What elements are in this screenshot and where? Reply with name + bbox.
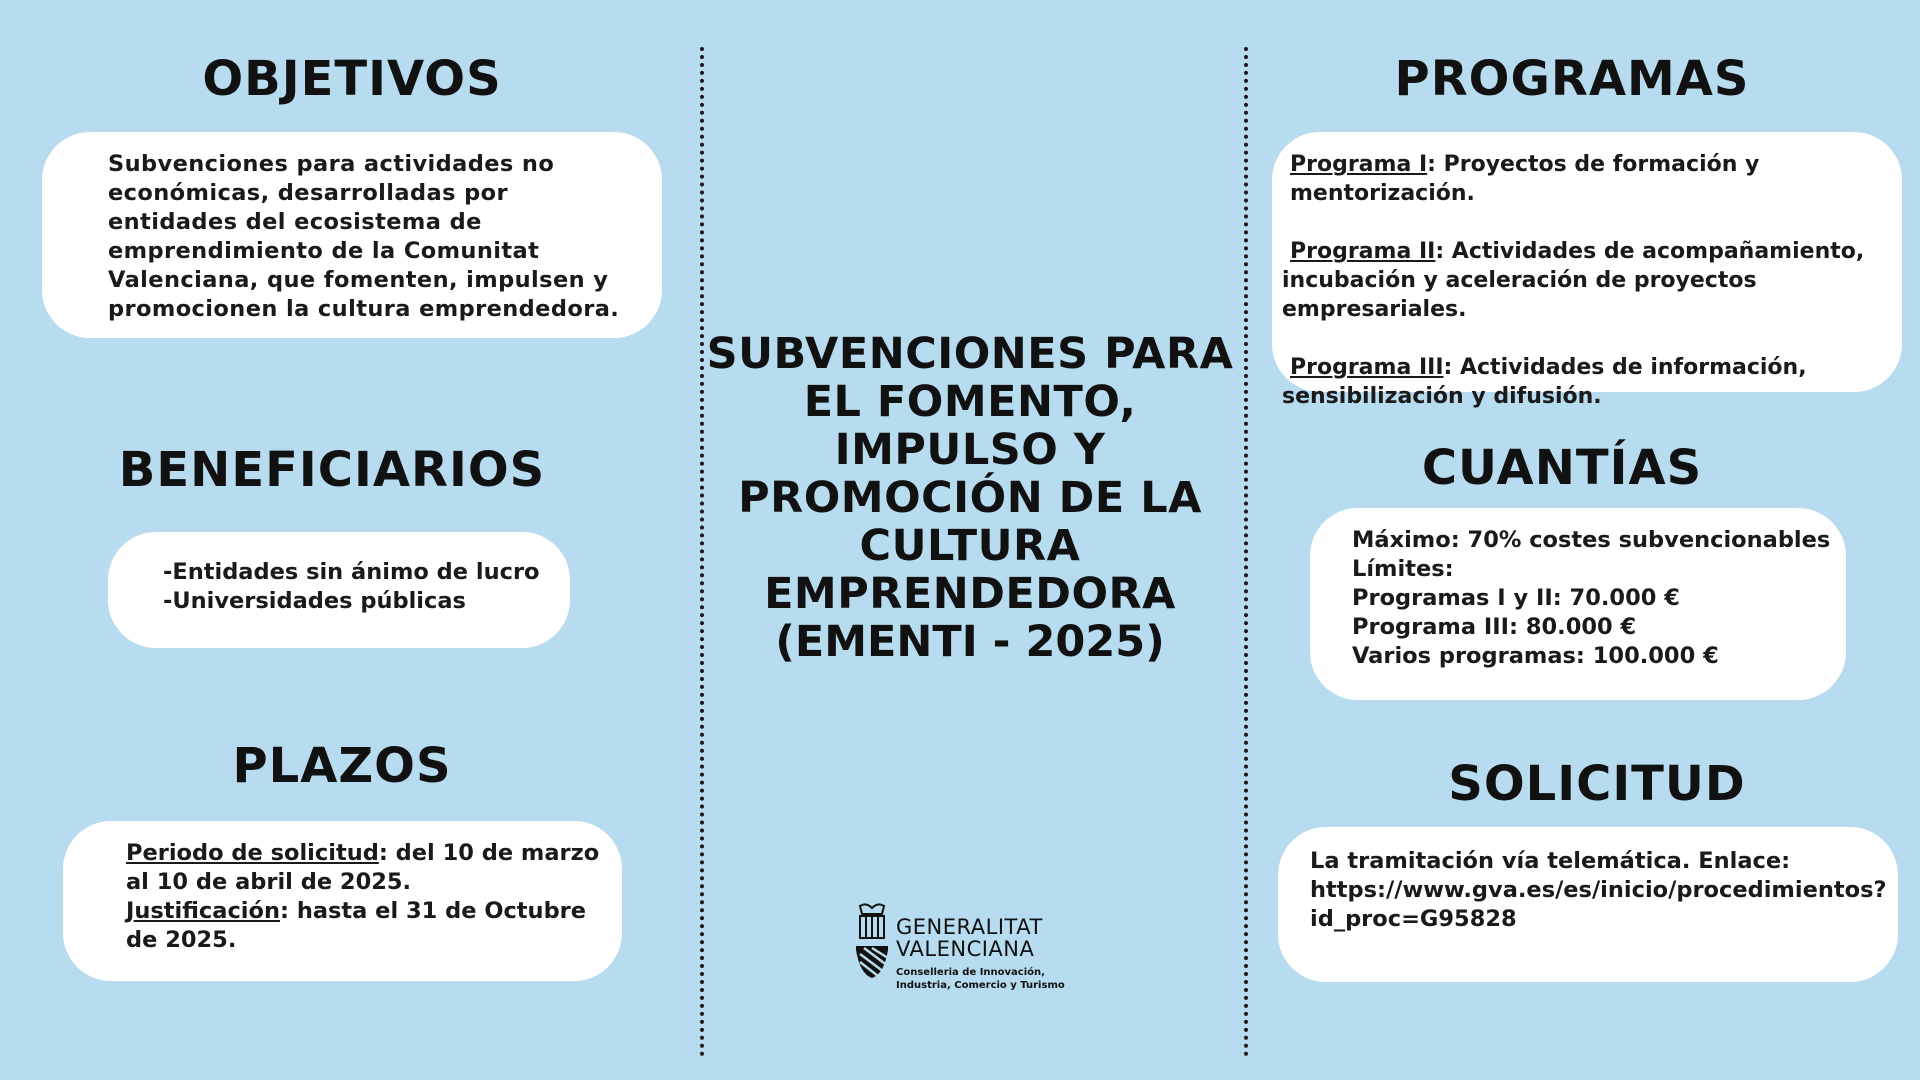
plazos-heading: PLAZOS	[232, 738, 452, 794]
logo-line-1: GENERALITAT	[896, 915, 1043, 939]
beneficiarios-heading: BENEFICIARIOS	[118, 442, 546, 498]
plazos-justificacion	[126, 897, 602, 955]
solicitud-heading: SOLICITUD	[1448, 756, 1746, 812]
programa-2-label: Programa II	[1290, 239, 1436, 264]
solicitud-line-1: La tramitación vía telemática. Enlace:	[1310, 848, 1791, 874]
programa-1	[1282, 150, 1894, 208]
plazos-solicitud-label: Periodo de solicitud	[126, 840, 379, 866]
programa-1-label: Programa I	[1290, 152, 1428, 177]
cuantias-line-1: Máximo: 70% costes subvencionables	[1352, 527, 1831, 553]
objetivos-text: Subvenciones para actividades no económicas, desarrolladas por entidades del ecosistema de emprendimiento de la Comunitat Valenciana, que fomenten, impulsen y promocionen la cultura emprendedora.	[108, 151, 620, 322]
programa-3-text: : Actividades de información, sensibilización y difusión.	[1282, 355, 1807, 409]
logo-sub-line-2: Industria, Comercio y Turismo	[896, 980, 1065, 991]
cuantias-line-5: Varios programas: 100.000 €	[1352, 643, 1719, 669]
cuantias-card	[1310, 508, 1846, 700]
logo-line-2: VALENCIANA	[896, 937, 1035, 961]
plazos-justificacion-text: : hasta el 31 de Octubre de 2025.	[126, 898, 587, 953]
cuantias-line-2: Límites:	[1352, 556, 1454, 582]
programa-3-label: Programa III	[1290, 355, 1444, 380]
programas-heading: PROGRAMAS	[1394, 51, 1750, 107]
generalitat-emblem-icon	[854, 902, 890, 980]
solicitud-link[interactable]: https://www.gva.es/es/inicio/procedimientos?	[1310, 877, 1887, 903]
cuantias-line-4: Programa III: 80.000 €	[1352, 614, 1637, 640]
generalitat-logo	[854, 902, 1065, 994]
plazos-solicitud-text: : del 10 de marzo al 10 de abril de 2025.	[126, 840, 600, 895]
right-dotted-divider	[1244, 47, 1248, 1057]
programa-3	[1282, 353, 1894, 411]
beneficiarios-item-2: -Universidades públicas	[163, 588, 466, 614]
solicitud-link-id[interactable]: id_proc=G95828	[1310, 906, 1517, 932]
cuantias-heading: CUANTÍAS	[1421, 440, 1703, 496]
programa-1-text: : Proyectos de formación y mentorización.	[1290, 152, 1760, 206]
main-title: SUBVENCIONES PARA EL FOMENTO, IMPULSO Y PROMOCIÓN DE LA CULTURA EMPRENDEDORA	[706, 329, 1234, 619]
objetivos-card	[42, 132, 662, 338]
plazos-justificacion-label: Justificación	[126, 898, 280, 924]
logo-sub-line-1: Conselleria de Innovación,	[896, 967, 1045, 978]
beneficiarios-card	[108, 532, 570, 648]
programa-2-text: : Actividades de acompañamiento, incubación y aceleración de proyectos empresariales.	[1282, 239, 1865, 322]
objetivos-heading: OBJETIVOS	[202, 51, 502, 107]
plazos-solicitud	[126, 839, 602, 897]
solicitud-card	[1278, 827, 1898, 982]
cuantias-line-3: Programas I y II: 70.000 €	[1352, 585, 1680, 611]
plazos-card	[63, 821, 622, 981]
programa-2	[1282, 237, 1894, 324]
main-subtitle: (EMENTI - 2025)	[775, 617, 1165, 667]
beneficiarios-item-1: -Entidades sin ánimo de lucro	[163, 559, 540, 585]
programas-card	[1272, 132, 1902, 409]
